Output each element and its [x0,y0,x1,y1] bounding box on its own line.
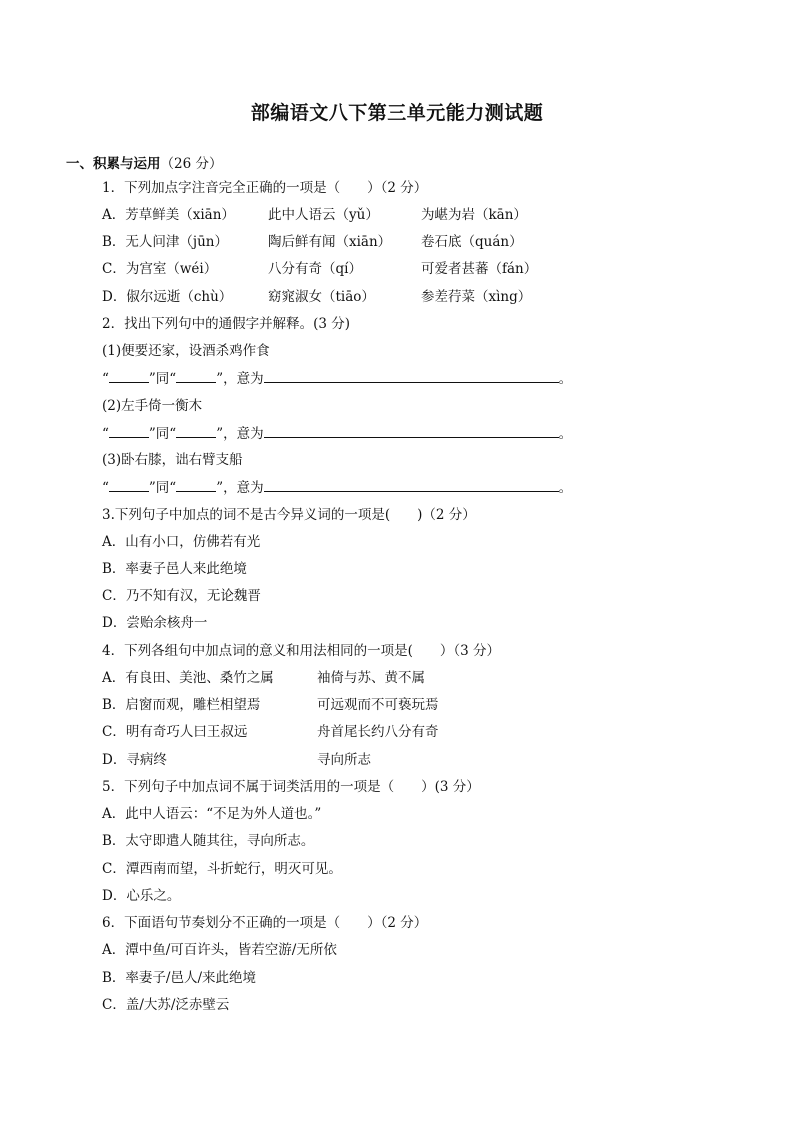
answer-blank[interactable] [176,478,216,492]
q1-option-a-2: 此中人语云（yǔ） [268,207,379,223]
q5-option-c: C．潭西南而望，斗折蛇行，明灭可见。 [102,861,342,877]
q4-option-c-2: 舟首尾长约八分有奇 [317,724,439,740]
q5-option-d: D．心乐之。 [102,888,181,904]
q6-option-b: B．率妻子/邑人/来此绝境 [102,970,257,986]
q1-option-c-3: 可爱者甚蕃（fán） [421,261,538,277]
q4-option-d-2: 寻向所志 [317,752,371,768]
q4-option-b-1: B．启窗而观，雕栏相望焉 [102,697,261,713]
q1-option-b-3: 卷石底（quán） [421,234,523,250]
q3-option-d: D．尝贻余核舟一 [102,615,208,631]
section-heading [66,152,222,172]
q2-item-1: (1)便要还家，设酒杀鸡作食 [102,343,270,359]
q2-item-2: (2)左手倚一衡木 [102,398,203,414]
question-4-stem: 4．下列各组句中加点词的意义和用法相同的一项是( ）（3 分） [102,643,500,659]
question-2-stem: 2．找出下列句中的通假字并解释。(3 分) [102,316,351,332]
q6-option-c: C．盖/大苏/泛赤壁云 [102,997,230,1013]
answer-blank[interactable] [264,369,559,383]
q3-option-a: A．山有小口，仿佛若有光 [102,534,261,550]
q4-option-a-1: A．有良田、美池、桑竹之属 [102,670,274,686]
q2-fill-line-3: “ ”同“ ”，意为 。 [102,480,573,496]
q2-fill-line-2: “ ”同“ ”，意为 。 [102,426,573,442]
section-score: （26 分） [160,156,223,172]
answer-blank[interactable] [176,424,216,438]
q4-option-d-1: D．寻病终 [102,752,167,768]
q6-option-a: A．潭中鱼/可百许头，皆若空游/无所依 [102,942,337,958]
q4-option-c-1: C．明有奇巧人曰王叔远 [102,724,248,740]
q1-option-c-1: C．为宫室（wéi） [102,261,218,277]
page-title: 部编语文八下第三单元能力测试题 [250,102,544,124]
q1-option-b-2: 陶后鲜有闻（xiān） [268,234,392,250]
answer-blank[interactable] [109,369,149,383]
q1-option-a-3: 为嵁为岩（kān） [421,207,527,223]
q2-item-3: (3)卧右膝，诎右臂支船 [102,452,243,468]
answer-blank[interactable] [264,478,559,492]
question-5-stem: 5．下列句子中加点词不属于词类活用的一项是（ ）(3 分） [102,779,480,795]
q1-option-a-1: A．芳草鲜美（xiān） [102,207,235,223]
answer-blank[interactable] [109,424,149,438]
q3-option-c: C．乃不知有汉，无论魏晋 [102,588,261,604]
question-6-stem: 6．下面语句节奏划分不正确的一项是（ ）（2 分） [102,915,428,931]
question-3-stem: 3.下列句子中加点的词不是古今异义词的一项是( )（2 分） [102,507,476,523]
q1-option-d-1: D．俶尔远逝（chù） [102,289,233,305]
q1-option-d-2: 窈窕淑女（tiāo） [268,289,375,305]
q1-option-d-3: 参差荇菜（xìng） [421,289,532,305]
q4-option-a-2: 袖倚与苏、黄不属 [317,670,425,686]
q3-option-b: B．率妻子邑人来此绝境 [102,561,247,577]
q2-fill-line-1: “ ”同“ ”，意为 。 [102,371,573,387]
q1-option-c-2: 八分有奇（qí） [268,261,362,277]
question-1-stem: 1．下列加点字注音完全正确的一项是（ ）（2 分） [102,180,428,196]
q4-option-b-2: 可远观而不可亵玩焉 [317,697,439,713]
q5-option-a: A．此中人语云：“不足为外人道也。” [102,806,322,822]
answer-blank[interactable] [109,478,149,492]
q5-option-b: B．太守即遣人随其往，寻向所志。 [102,833,315,849]
q1-option-b-1: B．无人问津（jūn） [102,234,228,250]
section-label: 一、积累与运用 [66,156,161,172]
answer-blank[interactable] [176,369,216,383]
answer-blank[interactable] [264,424,559,438]
